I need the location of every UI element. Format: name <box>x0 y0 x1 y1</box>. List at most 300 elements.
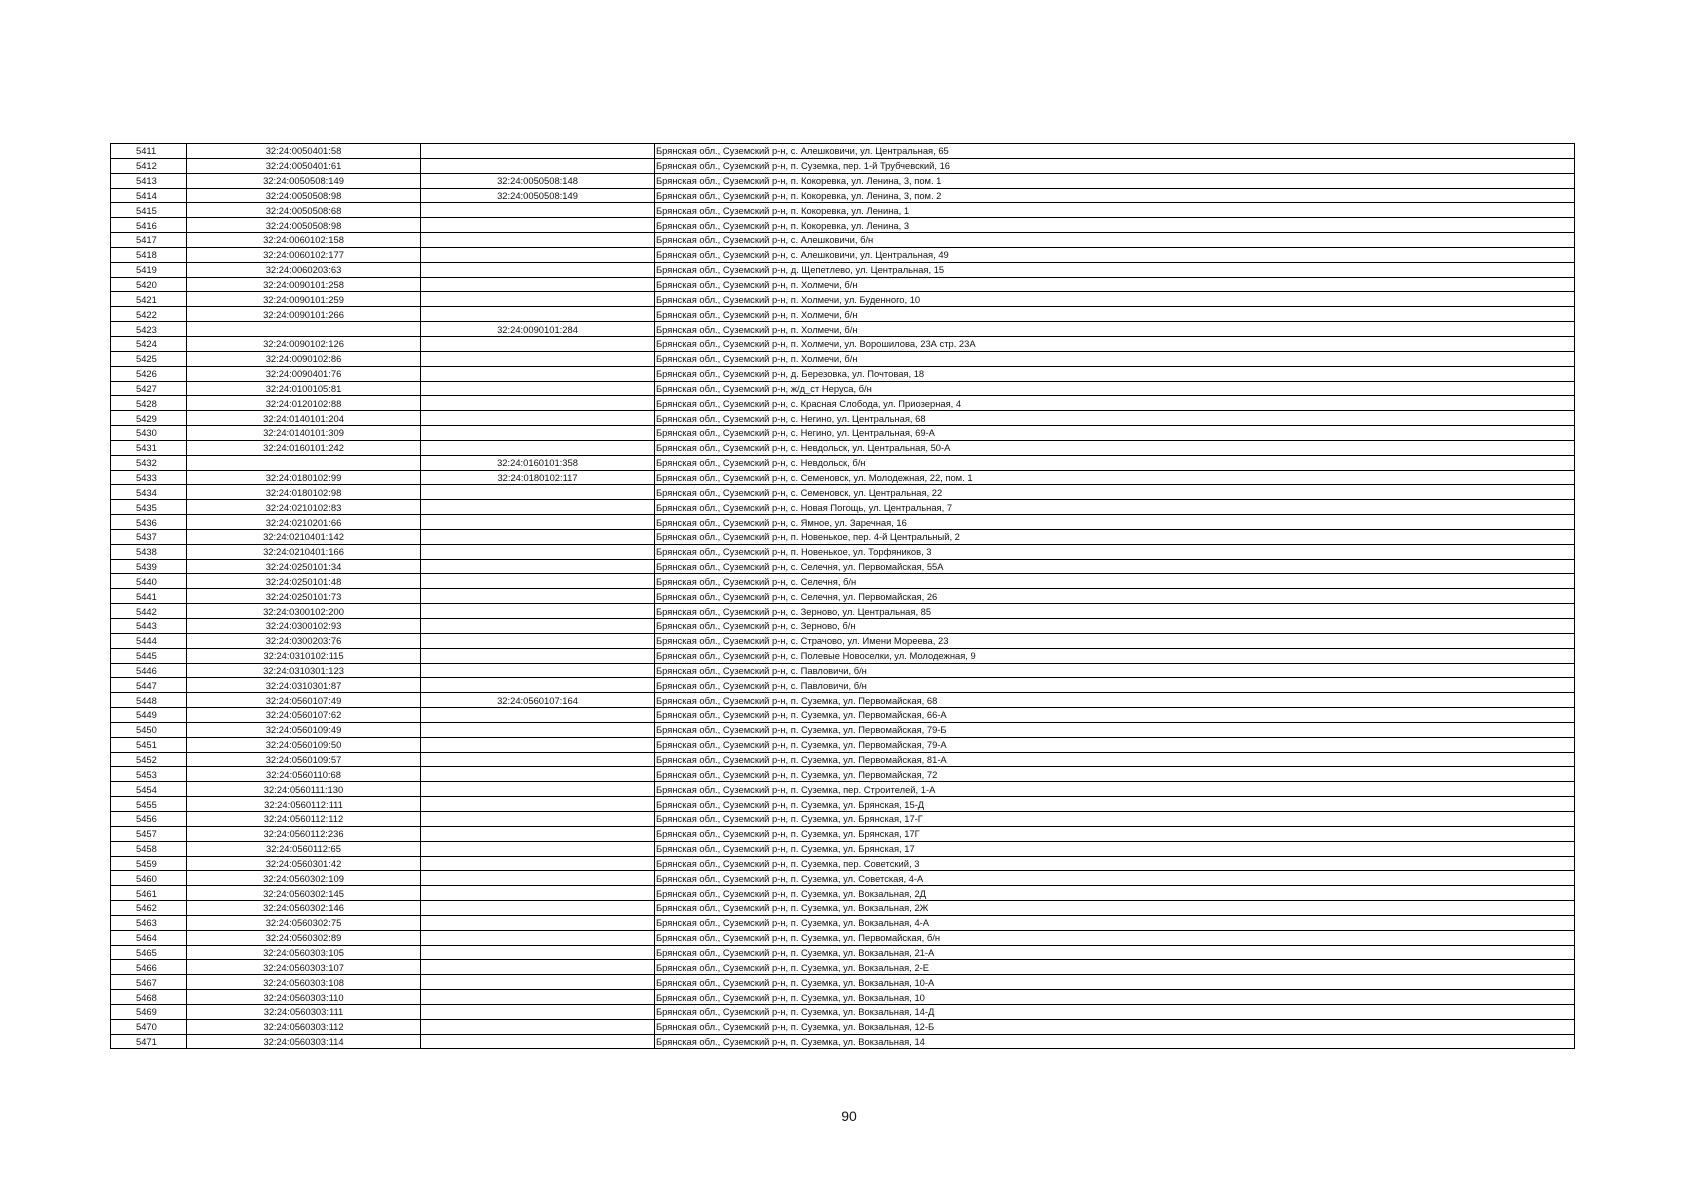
row-number-cell: 5436 <box>111 515 187 530</box>
cadastral-number-cell: 32:24:0560112:65 <box>187 841 421 856</box>
row-number-cell: 5425 <box>111 351 187 366</box>
row-number-cell: 5453 <box>111 767 187 782</box>
address-cell: Брянская обл., Суземский р-н, п. Суземка, ул. Вокзальная, 10 <box>655 990 1575 1005</box>
address-cell: Брянская обл., Суземский р-н, п. Суземка, ул. Брянская, 15-Д <box>655 797 1575 812</box>
related-cadastral-number-cell <box>421 752 655 767</box>
related-cadastral-number-cell <box>421 426 655 441</box>
row-number-cell: 5445 <box>111 648 187 663</box>
related-cadastral-number-cell <box>421 663 655 678</box>
related-cadastral-number-cell <box>421 440 655 455</box>
row-number-cell: 5455 <box>111 797 187 812</box>
related-cadastral-number-cell <box>421 1004 655 1019</box>
address-cell: Брянская обл., Суземский р-н, п. Кокоревка, ул. Ленина, 3, пом. 1 <box>655 173 1575 188</box>
cadastral-number-cell: 32:24:0310301:87 <box>187 678 421 693</box>
row-number-cell: 5451 <box>111 737 187 752</box>
table-row <box>111 945 1575 960</box>
row-number-cell: 5457 <box>111 826 187 841</box>
table-row <box>111 544 1575 559</box>
address-cell: Брянская обл., Суземский р-н, п. Холмечи, ул. Ворошилова, 23А стр. 23А <box>655 336 1575 351</box>
row-number-cell: 5413 <box>111 173 187 188</box>
address-cell: Брянская обл., Суземский р-н, п. Холмечи, б/н <box>655 322 1575 337</box>
address-cell: Брянская обл., Суземский р-н, п. Суземка, пер. 1-й Трубчевский, 16 <box>655 158 1575 173</box>
table-row <box>111 292 1575 307</box>
table-row <box>111 470 1575 485</box>
address-cell: Брянская обл., Суземский р-н, п. Суземка, пер. Советский, 3 <box>655 856 1575 871</box>
row-number-cell: 5411 <box>111 144 187 159</box>
row-number-cell: 5429 <box>111 411 187 426</box>
related-cadastral-number-cell <box>421 203 655 218</box>
row-number-cell: 5446 <box>111 663 187 678</box>
address-cell: Брянская обл., Суземский р-н, п. Суземка, ул. Брянская, 17Г <box>655 826 1575 841</box>
address-cell: Брянская обл., Суземский р-н, п. Суземка, ул. Вокзальная, 2-Е <box>655 960 1575 975</box>
cadastral-number-cell: 32:24:0140101:309 <box>187 426 421 441</box>
table-row <box>111 886 1575 901</box>
related-cadastral-number-cell <box>421 411 655 426</box>
address-cell: Брянская обл., Суземский р-н, п. Суземка, ул. Вокзальная, 4-А <box>655 915 1575 930</box>
row-number-cell: 5432 <box>111 455 187 470</box>
related-cadastral-number-cell <box>421 841 655 856</box>
address-cell: Брянская обл., Суземский р-н, с. Алешковичи, ул. Центральная, 49 <box>655 247 1575 262</box>
cadastral-number-cell: 32:24:0210401:142 <box>187 529 421 544</box>
row-number-cell: 5466 <box>111 960 187 975</box>
cadastral-number-cell: 32:24:0560303:111 <box>187 1004 421 1019</box>
table-row <box>111 619 1575 634</box>
table-row <box>111 455 1575 470</box>
cadastral-number-cell: 32:24:0210201:66 <box>187 515 421 530</box>
address-cell: Брянская обл., Суземский р-н, п. Суземка, ул. Вокзальная, 14 <box>655 1034 1575 1049</box>
row-number-cell: 5418 <box>111 247 187 262</box>
table-row <box>111 322 1575 337</box>
table-row <box>111 826 1575 841</box>
table-row <box>111 366 1575 381</box>
row-number-cell: 5435 <box>111 500 187 515</box>
address-cell: Брянская обл., Суземский р-н, с. Невдольск, ул. Центральная, 50-А <box>655 440 1575 455</box>
cadastral-number-cell: 32:24:0310102:115 <box>187 648 421 663</box>
row-number-cell: 5417 <box>111 233 187 248</box>
address-cell: Брянская обл., Суземский р-н, п. Суземка, ул. Первомайская, 72 <box>655 767 1575 782</box>
cadastral-number-cell: 32:24:0250101:73 <box>187 589 421 604</box>
table-row <box>111 782 1575 797</box>
related-cadastral-number-cell: 32:24:0180102:117 <box>421 470 655 485</box>
related-cadastral-number-cell <box>421 871 655 886</box>
cadastral-number-cell: 32:24:0560109:57 <box>187 752 421 767</box>
table-row <box>111 173 1575 188</box>
row-number-cell: 5426 <box>111 366 187 381</box>
address-cell: Брянская обл., Суземский р-н, п. Суземка, пер. Строителей, 1-А <box>655 782 1575 797</box>
table-row <box>111 767 1575 782</box>
cadastral-number-cell: 32:24:0050508:98 <box>187 218 421 233</box>
table-row <box>111 158 1575 173</box>
table-row <box>111 975 1575 990</box>
row-number-cell: 5464 <box>111 930 187 945</box>
row-number-cell: 5414 <box>111 188 187 203</box>
table-row <box>111 930 1575 945</box>
related-cadastral-number-cell <box>421 797 655 812</box>
address-cell: Брянская обл., Суземский р-н, п. Новенькое, пер. 4-й Центральный, 2 <box>655 529 1575 544</box>
table-row <box>111 693 1575 708</box>
address-cell: Брянская обл., Суземский р-н, п. Холмечи, б/н <box>655 351 1575 366</box>
cadastral-number-cell: 32:24:0100105:81 <box>187 381 421 396</box>
cadastral-number-cell: 32:24:0250101:48 <box>187 574 421 589</box>
related-cadastral-number-cell: 32:24:0560107:164 <box>421 693 655 708</box>
cadastral-number-cell: 32:24:0560107:49 <box>187 693 421 708</box>
address-cell: Брянская обл., Суземский р-н, п. Холмечи, б/н <box>655 277 1575 292</box>
row-number-cell: 5420 <box>111 277 187 292</box>
table-row <box>111 678 1575 693</box>
row-number-cell: 5415 <box>111 203 187 218</box>
related-cadastral-number-cell <box>421 915 655 930</box>
cadastral-number-cell <box>187 322 421 337</box>
row-number-cell: 5430 <box>111 426 187 441</box>
table-row <box>111 901 1575 916</box>
address-cell: Брянская обл., Суземский р-н, п. Суземка, ул. Брянская, 17 <box>655 841 1575 856</box>
row-number-cell: 5465 <box>111 945 187 960</box>
table-row <box>111 648 1575 663</box>
related-cadastral-number-cell <box>421 619 655 634</box>
cadastral-number-cell: 32:24:0120102:88 <box>187 396 421 411</box>
cadastral-number-cell: 32:24:0560112:236 <box>187 826 421 841</box>
related-cadastral-number-cell <box>421 722 655 737</box>
cadastral-number-cell: 32:24:0560110:68 <box>187 767 421 782</box>
table-row <box>111 1004 1575 1019</box>
cadastral-number-cell: 32:24:0050508:98 <box>187 188 421 203</box>
related-cadastral-number-cell <box>421 990 655 1005</box>
row-number-cell: 5416 <box>111 218 187 233</box>
row-number-cell: 5440 <box>111 574 187 589</box>
table-row <box>111 589 1575 604</box>
table-row <box>111 515 1575 530</box>
related-cadastral-number-cell <box>421 930 655 945</box>
table-row <box>111 351 1575 366</box>
related-cadastral-number-cell <box>421 544 655 559</box>
cadastral-number-cell: 32:24:0560303:105 <box>187 945 421 960</box>
cadastral-number-cell: 32:24:0560112:111 <box>187 797 421 812</box>
related-cadastral-number-cell <box>421 396 655 411</box>
address-cell: Брянская обл., Суземский р-н, с. Селечня, б/н <box>655 574 1575 589</box>
cadastral-number-cell: 32:24:0140101:204 <box>187 411 421 426</box>
table-row <box>111 990 1575 1005</box>
address-cell: Брянская обл., Суземский р-н, п. Суземка, ул. Вокзальная, 10-А <box>655 975 1575 990</box>
related-cadastral-number-cell <box>421 336 655 351</box>
address-cell: Брянская обл., Суземский р-н, п. Суземка, ул. Брянская, 17-Г <box>655 811 1575 826</box>
related-cadastral-number-cell <box>421 737 655 752</box>
related-cadastral-number-cell <box>421 1019 655 1034</box>
address-cell: Брянская обл., Суземский р-н, д. Березовка, ул. Почтовая, 18 <box>655 366 1575 381</box>
cadastral-number-cell: 32:24:0210401:166 <box>187 544 421 559</box>
cadastral-number-cell: 32:24:0090101:258 <box>187 277 421 292</box>
related-cadastral-number-cell <box>421 678 655 693</box>
address-cell: Брянская обл., Суземский р-н, с. Селечня, ул. Первомайская, 26 <box>655 589 1575 604</box>
address-cell: Брянская обл., Суземский р-н, с. Павловичи, б/н <box>655 678 1575 693</box>
row-number-cell: 5419 <box>111 262 187 277</box>
cadastral-number-cell: 32:24:0050508:149 <box>187 173 421 188</box>
row-number-cell: 5458 <box>111 841 187 856</box>
address-cell: Брянская обл., Суземский р-н, с. Селечня, ул. Первомайская, 55А <box>655 559 1575 574</box>
cadastral-number-cell: 32:24:0560107:62 <box>187 708 421 723</box>
related-cadastral-number-cell <box>421 262 655 277</box>
cadastral-number-cell: 32:24:0050401:58 <box>187 144 421 159</box>
address-cell: Брянская обл., Суземский р-н, с. Семеновск, ул. Молодежная, 22, пом. 1 <box>655 470 1575 485</box>
table-row <box>111 811 1575 826</box>
row-number-cell: 5456 <box>111 811 187 826</box>
table-row <box>111 871 1575 886</box>
table-row <box>111 529 1575 544</box>
address-cell: Брянская обл., Суземский р-н, с. Зерново, б/н <box>655 619 1575 634</box>
address-cell: Брянская обл., Суземский р-н, п. Суземка, ул. Первомайская, 79-Б <box>655 722 1575 737</box>
table-row <box>111 960 1575 975</box>
table-row <box>111 500 1575 515</box>
cadastral-number-cell: 32:24:0560303:107 <box>187 960 421 975</box>
related-cadastral-number-cell <box>421 233 655 248</box>
table-row <box>111 722 1575 737</box>
row-number-cell: 5467 <box>111 975 187 990</box>
row-number-cell: 5469 <box>111 1004 187 1019</box>
table-row <box>111 144 1575 159</box>
related-cadastral-number-cell <box>421 307 655 322</box>
related-cadastral-number-cell <box>421 218 655 233</box>
table-row <box>111 663 1575 678</box>
table-row <box>111 203 1575 218</box>
related-cadastral-number-cell <box>421 529 655 544</box>
row-number-cell: 5459 <box>111 856 187 871</box>
related-cadastral-number-cell <box>421 886 655 901</box>
cadastral-number-cell: 32:24:0560302:145 <box>187 886 421 901</box>
table-row <box>111 1019 1575 1034</box>
row-number-cell: 5447 <box>111 678 187 693</box>
related-cadastral-number-cell <box>421 515 655 530</box>
related-cadastral-number-cell <box>421 366 655 381</box>
table-row <box>111 277 1575 292</box>
address-cell: Брянская обл., Суземский р-н, п. Суземка, ул. Первомайская, 66-А <box>655 708 1575 723</box>
table-row <box>111 426 1575 441</box>
row-number-cell: 5441 <box>111 589 187 604</box>
cadastral-number-cell: 32:24:0060102:158 <box>187 233 421 248</box>
cadastral-number-cell: 32:24:0560302:89 <box>187 930 421 945</box>
address-cell: Брянская обл., Суземский р-н, п. Холмечи, ул. Буденного, 10 <box>655 292 1575 307</box>
related-cadastral-number-cell <box>421 708 655 723</box>
address-cell: Брянская обл., Суземский р-н, п. Кокоревка, ул. Ленина, 3, пом. 2 <box>655 188 1575 203</box>
related-cadastral-number-cell <box>421 811 655 826</box>
row-number-cell: 5433 <box>111 470 187 485</box>
row-number-cell: 5439 <box>111 559 187 574</box>
address-cell: Брянская обл., Суземский р-н, п. Кокоревка, ул. Ленина, 3 <box>655 218 1575 233</box>
address-cell: Брянская обл., Суземский р-н, п. Новенькое, ул. Торфяников, 3 <box>655 544 1575 559</box>
row-number-cell: 5450 <box>111 722 187 737</box>
table-row <box>111 797 1575 812</box>
cadastral-number-cell: 32:24:0090101:266 <box>187 307 421 322</box>
table-row <box>111 574 1575 589</box>
related-cadastral-number-cell <box>421 292 655 307</box>
cadastral-number-cell: 32:24:0300203:76 <box>187 633 421 648</box>
related-cadastral-number-cell <box>421 901 655 916</box>
cadastral-number-cell: 32:24:0090102:86 <box>187 351 421 366</box>
table-row <box>111 262 1575 277</box>
cadastral-number-cell: 32:24:0090102:126 <box>187 336 421 351</box>
related-cadastral-number-cell <box>421 975 655 990</box>
cadastral-number-cell: 32:24:0050401:61 <box>187 158 421 173</box>
table-row <box>111 336 1575 351</box>
related-cadastral-number-cell <box>421 633 655 648</box>
cadastral-number-cell: 32:24:0560303:110 <box>187 990 421 1005</box>
cadastral-number-cell: 32:24:0210102:83 <box>187 500 421 515</box>
address-cell: Брянская обл., Суземский р-н, п. Суземка, ул. Первомайская, 81-А <box>655 752 1575 767</box>
table-row <box>111 247 1575 262</box>
cadastral-number-cell: 32:24:0560109:49 <box>187 722 421 737</box>
address-cell: Брянская обл., Суземский р-н, с. Семеновск, ул. Центральная, 22 <box>655 485 1575 500</box>
related-cadastral-number-cell <box>421 826 655 841</box>
related-cadastral-number-cell <box>421 604 655 619</box>
related-cadastral-number-cell <box>421 960 655 975</box>
table-row <box>111 559 1575 574</box>
related-cadastral-number-cell <box>421 856 655 871</box>
cadastral-number-cell: 32:24:0300102:93 <box>187 619 421 634</box>
cadastral-number-cell: 32:24:0160101:242 <box>187 440 421 455</box>
row-number-cell: 5462 <box>111 901 187 916</box>
related-cadastral-number-cell <box>421 277 655 292</box>
related-cadastral-number-cell <box>421 500 655 515</box>
row-number-cell: 5438 <box>111 544 187 559</box>
registry-table <box>110 143 1575 1049</box>
table-row <box>111 396 1575 411</box>
table-row <box>111 841 1575 856</box>
address-cell: Брянская обл., Суземский р-н, п. Суземка, ул. Вокзальная, 2Д <box>655 886 1575 901</box>
cadastral-number-cell: 32:24:0560302:109 <box>187 871 421 886</box>
row-number-cell: 5454 <box>111 782 187 797</box>
related-cadastral-number-cell <box>421 381 655 396</box>
row-number-cell: 5449 <box>111 708 187 723</box>
table-row <box>111 485 1575 500</box>
related-cadastral-number-cell <box>421 648 655 663</box>
address-cell: Брянская обл., Суземский р-н, с. Негино, ул. Центральная, 68 <box>655 411 1575 426</box>
address-cell: Брянская обл., Суземский р-н, ж/д_ст Неруса, б/н <box>655 381 1575 396</box>
cadastral-number-cell: 32:24:0090101:259 <box>187 292 421 307</box>
address-cell: Брянская обл., Суземский р-н, п. Суземка, ул. Вокзальная, 2Ж <box>655 901 1575 916</box>
related-cadastral-number-cell <box>421 144 655 159</box>
table-row <box>111 604 1575 619</box>
related-cadastral-number-cell: 32:24:0050508:148 <box>421 173 655 188</box>
related-cadastral-number-cell: 32:24:0050508:149 <box>421 188 655 203</box>
table-row <box>111 440 1575 455</box>
row-number-cell: 5431 <box>111 440 187 455</box>
row-number-cell: 5442 <box>111 604 187 619</box>
address-cell: Брянская обл., Суземский р-н, с. Зерново, ул. Центральная, 85 <box>655 604 1575 619</box>
address-cell: Брянская обл., Суземский р-н, п. Кокоревка, ул. Ленина, 1 <box>655 203 1575 218</box>
address-cell: Брянская обл., Суземский р-н, п. Суземка, ул. Первомайская, 68 <box>655 693 1575 708</box>
row-number-cell: 5460 <box>111 871 187 886</box>
cadastral-number-cell: 32:24:0310301:123 <box>187 663 421 678</box>
related-cadastral-number-cell <box>421 1034 655 1049</box>
related-cadastral-number-cell <box>421 247 655 262</box>
cadastral-number-cell: 32:24:0560302:75 <box>187 915 421 930</box>
table-row <box>111 708 1575 723</box>
address-cell: Брянская обл., Суземский р-н, с. Полевые Новоселки, ул. Молодежная, 9 <box>655 648 1575 663</box>
row-number-cell: 5444 <box>111 633 187 648</box>
address-cell: Брянская обл., Суземский р-н, с. Красная Слобода, ул. Приозерная, 4 <box>655 396 1575 411</box>
address-cell: Брянская обл., Суземский р-н, п. Суземка, ул. Первомайская, б/н <box>655 930 1575 945</box>
cadastral-number-cell: 32:24:0560303:114 <box>187 1034 421 1049</box>
address-cell: Брянская обл., Суземский р-н, п. Суземка, ул. Вокзальная, 14-Д <box>655 1004 1575 1019</box>
related-cadastral-number-cell <box>421 158 655 173</box>
row-number-cell: 5421 <box>111 292 187 307</box>
address-cell: Брянская обл., Суземский р-н, с. Негино, ул. Центральная, 69-А <box>655 426 1575 441</box>
table-row <box>111 233 1575 248</box>
cadastral-number-cell: 32:24:0560112:112 <box>187 811 421 826</box>
table-row <box>111 188 1575 203</box>
row-number-cell: 5412 <box>111 158 187 173</box>
row-number-cell: 5437 <box>111 529 187 544</box>
row-number-cell: 5463 <box>111 915 187 930</box>
address-cell: Брянская обл., Суземский р-н, с. Ямное, ул. Заречная, 16 <box>655 515 1575 530</box>
row-number-cell: 5470 <box>111 1019 187 1034</box>
table-row <box>111 307 1575 322</box>
table-row <box>111 411 1575 426</box>
address-cell: Брянская обл., Суземский р-н, п. Суземка, ул. Советская, 4-А <box>655 871 1575 886</box>
address-cell: Брянская обл., Суземский р-н, с. Алешковичи, ул. Центральная, 65 <box>655 144 1575 159</box>
table-row <box>111 1034 1575 1049</box>
cadastral-number-cell <box>187 455 421 470</box>
cadastral-number-cell: 32:24:0090401:76 <box>187 366 421 381</box>
address-cell: Брянская обл., Суземский р-н, п. Суземка, ул. Первомайская, 79-А <box>655 737 1575 752</box>
cadastral-number-cell: 32:24:0060203:63 <box>187 262 421 277</box>
table-row <box>111 218 1575 233</box>
cadastral-number-cell: 32:24:0180102:99 <box>187 470 421 485</box>
cadastral-number-cell: 32:24:0060102:177 <box>187 247 421 262</box>
address-cell: Брянская обл., Суземский р-н, с. Павловичи, б/н <box>655 663 1575 678</box>
related-cadastral-number-cell <box>421 485 655 500</box>
row-number-cell: 5422 <box>111 307 187 322</box>
cadastral-number-cell: 32:24:0300102:200 <box>187 604 421 619</box>
cadastral-number-cell: 32:24:0560303:108 <box>187 975 421 990</box>
related-cadastral-number-cell: 32:24:0160101:358 <box>421 455 655 470</box>
row-number-cell: 5427 <box>111 381 187 396</box>
cadastral-number-cell: 32:24:0560301:42 <box>187 856 421 871</box>
cadastral-number-cell: 32:24:0050508:68 <box>187 203 421 218</box>
address-cell: Брянская обл., Суземский р-н, п. Суземка, ул. Вокзальная, 21-А <box>655 945 1575 960</box>
cadastral-number-cell: 32:24:0560302:146 <box>187 901 421 916</box>
related-cadastral-number-cell <box>421 945 655 960</box>
table-row <box>111 737 1575 752</box>
table-row <box>111 381 1575 396</box>
related-cadastral-number-cell <box>421 589 655 604</box>
address-cell: Брянская обл., Суземский р-н, п. Холмечи, б/н <box>655 307 1575 322</box>
row-number-cell: 5424 <box>111 336 187 351</box>
cadastral-number-cell: 32:24:0250101:34 <box>187 559 421 574</box>
address-cell: Брянская обл., Суземский р-н, п. Суземка, ул. Вокзальная, 12-Б <box>655 1019 1575 1034</box>
row-number-cell: 5434 <box>111 485 187 500</box>
row-number-cell: 5448 <box>111 693 187 708</box>
address-cell: Брянская обл., Суземский р-н, с. Новая Погощь, ул. Центральная, 7 <box>655 500 1575 515</box>
row-number-cell: 5443 <box>111 619 187 634</box>
row-number-cell: 5452 <box>111 752 187 767</box>
address-cell: Брянская обл., Суземский р-н, с. Невдольск, б/н <box>655 455 1575 470</box>
address-cell: Брянская обл., Суземский р-н, д. Щепетлево, ул. Центральная, 15 <box>655 262 1575 277</box>
related-cadastral-number-cell <box>421 559 655 574</box>
related-cadastral-number-cell <box>421 351 655 366</box>
row-number-cell: 5428 <box>111 396 187 411</box>
address-cell: Брянская обл., Суземский р-н, с. Алешковичи, б/н <box>655 233 1575 248</box>
table-row <box>111 633 1575 648</box>
cadastral-number-cell: 32:24:0560303:112 <box>187 1019 421 1034</box>
cadastral-number-cell: 32:24:0560109:50 <box>187 737 421 752</box>
address-cell: Брянская обл., Суземский р-н, с. Страчово, ул. Имени Мореева, 23 <box>655 633 1575 648</box>
related-cadastral-number-cell: 32:24:0090101:284 <box>421 322 655 337</box>
cadastral-number-cell: 32:24:0560111:130 <box>187 782 421 797</box>
table-row <box>111 752 1575 767</box>
registry-table-body <box>111 144 1575 1049</box>
page-number: 90 <box>841 1108 857 1124</box>
row-number-cell: 5461 <box>111 886 187 901</box>
row-number-cell: 5468 <box>111 990 187 1005</box>
